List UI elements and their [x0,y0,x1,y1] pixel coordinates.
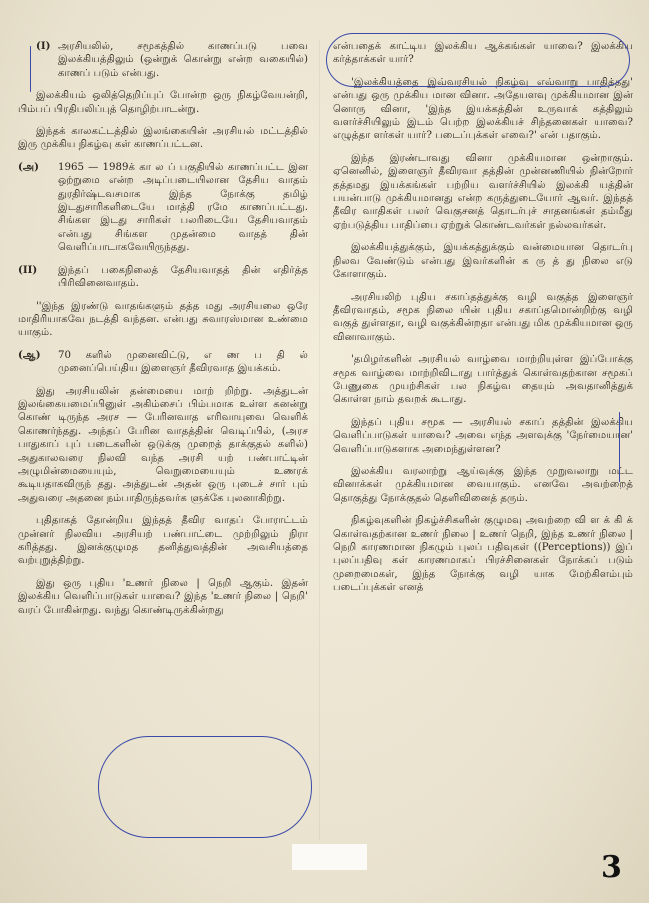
circled-paragraph: இது ஒரு புதிய 'உணர் நிலை | நெறி ஆகும். இதன் இலக்கிய வெளிப்பாடுகள் யாவை? இந்த 'உணர் நிலை | நெறி' வரப் போகின்றது. வந்து கொண்டிருக்கின்றது [18,577,308,616]
paragraph: இந்த இரண்டாவது வினா முக்கியமான ஒன்றாகும். ஏனெனில், இளைஞர் தீவிரவா தத்தின் முன்னணியில் நின்றோர் தத்தமது இயக்கங்கள் பற்றிய வளர்ச்சியில் இலக்கி யத்தின் பயன்பாடு முக்கியமானது என்ற கருத்துடையோர் ஆவர். இந்தத் தீவிர வாதிகள் பலர் வெகுசனத் தொடர்புச் சாதனங்கள் தம்மீது ஏற்படுத்திய பாதிப்பை ஏற்றுக் கொண்டவர்கள் நல்லவர்கள். [333,152,633,231]
point-i-text: அரசியலில், சமூகத்தில் காணப்படு பவை இலக்கியத்திலும் (ஒன்றுக் கொன்று என்ற வகையில்) காணப் படும் என்பது. [58,41,308,79]
point-ii-label: (II) [18,263,38,276]
point-aa-text: 70 களில் முனைவிட்டு, எ ண ப தி ல் முனைப்பெய்திய இளைஞர் தீவிரவாத இயக்கம். [58,349,308,375]
point-i [18,40,308,80]
paragraph: நிகழ்வுகளின் நிகழ்ச்சிகளின் குழுமவு அவற்றை வி ள க் கி க் கொள்வதற்கான உணர் நிலை | உணர் நெறி, இந்த உணர் நிலை | நெறி காரணமான நிகழும் புலப் பதிவுகள் ((Perceptions)) இப் புலப்பதிவு கள் காரணமாகப் பிரச்சினைகள் நோக்கப் படும் முறைமைகள், இந்த நோக்கு வழி யாக மேற்கிளம்பும் படைப்புக்கள் எனத் [333,515,633,594]
paragraph: புதிதாகத் தோன்றிய இந்தத் தீவிர வாதப் போராட்டம் முன்னர் நிலவிய அரசியற் பண்பாட்டை முற்றிலும் நிரா கரித்தது. இனக்குழுமத தனித்துவத்தின் அவசியத்தை வற்புறுத்திற்று. [18,515,308,567]
column-gutter [319,40,320,840]
circled-paragraph: என்பதைக் காட்டிய இலக்கிய ஆக்கங்கள் யாவை? இலக்கிய கர்த்தாக்கள் யார்? [333,41,633,66]
paragraph: இது அரசியலின் தன்மையை மாற் றிற்று. அத்துடன் இலங்கையமைப்பினுள் அகிம்சைப் பிம்பமாக உள்ள கனன்று கொண் டிருந்த அரச — பேரினவாத எரிவாயுவை வெளிக் கொணர்ந்தது. அந்தப் பேரின வாதத்தின் வெடிப்பில், (அரச பாதுகாப் புப் படைகளின் ஒடுக்கு முறைத் தாக்குதல் களில்) அதுகாலவரை நிலவி வந்த அரசி யற் பண்பாட்டின் அழுமின்மையையும், வெறுமையையும் உணரக் கூடியதாகவிருந் தது. அத்துடன் அதன் ஒரு புடைச் சார் பும் அதுவரை அதனை நம்பாதிருந்தவர்க ளுக்கே புலனாகிற்று. [18,385,308,504]
paragraph: 'இலக்கியத்தை இவ்வரசியல் நிகழ்வு எவ்வாறு பாதித்தது' என்பது ஒரு முக்கிய மான வினா. அதேயளவு முக்கியமான இன் னொரு வினா, 'இந்த இயக்கத்தின் உருவாக் கத்திலும் வளர்ச்சியிலும் இடம் பெற்ற இலக்கியச் சிந்தனைகள் யாவை? எழுத்தா ளர்கள் யார்? படைப்புக்கள் எவை?' என் பதாகும். [333,76,633,142]
paragraph: இலக்கியத்துக்கும், இயக்கத்துக்கும் வன்மையான தொடர்பு நிலவ வேண்டும் என்பது இவர்களின் க ரு த் து நிலை எடு கோளாகும். [333,242,633,281]
point-a [18,161,308,255]
blank-patch [292,844,367,870]
point-aa-label: (ஆ) [18,348,41,361]
pen-circle-mark [98,736,312,838]
paragraph: இந்தப் புதிய சமூக — அரசியல் சகாப் தத்தின் இலக்கிய வெளிப்பாடுகள் யாவை? அவை எந்த அளவுக்கு 'நேர்மையான' வெளிப்பாடுகளாக அமைந்துள்ளன? [333,416,633,455]
quote-paragraph: ''இந்த இரண்டு வாதங்களும் தத்த மது அரசியலை ஒரே மாதிரியாகவே நடத்தி வந்தன. என்பது சுவாரஸ்மான உண்மை யாகும். [18,300,308,339]
point-ii [18,264,308,291]
point-aa [18,349,308,376]
paragraph: 'தமிழர்களின் அரசியல் வாழ்வை மாற்றியுள்ள இப்போக்கு சமூக வாழ்வை மாற்றிவிடாது பார்த்துக் கொள்வதற்கான சமூகப் பேணுகை முயற்சிகள் பல நிகழ்வ தையும் அவதானித்துக் கொள்ள நாம் தவறக் கூடாது. [333,354,633,406]
paragraph: இலக்கியம் ஒலித்தெறிப்புப் போன்ற ஒரு நிகழ்வேயன்றி, பிம்பப் பிரதிபலிப்புத் தொழிற்பாடன்று. [18,90,308,115]
left-column [18,40,308,626]
point-a-text: 1965 — 1989க் கா ல ப் பகுதியில் காணப்பட்ட இன ஒற்றுமை என்ற அடிப்படையிலான தேசிய வாதம் துரதிர்ஷ்டவசமாக இந்த நோக்கு தமிழ் இடதுசாரிகளிடையே மாத்தி ரமே காணப்பட்டது. சிங்கள இடது சாரிகள் பலரிடையே தேசியவாதம் என்பது சிங்கள முதன்மை வாதத் தின் வெளிப்பாடாகவேயிருந்தது. [58,161,308,254]
paragraph: இந்தக் காலகட்டத்தில் இலங்கையின் அரசியல் மட்டத்தில் இரு முக்கிய நிகழ்வு கள் காணப்பட்டன. [18,126,308,151]
right-column [333,40,633,604]
point-a-label: (அ) [18,160,39,173]
paragraph: இலக்கிய வரலாற்று ஆய்வுக்கு இந்த முறுவலாறு மட்ட வினாக்கள் முக்கியமான வையாகும். எனவே அவற்றைத் தொகுத்து நோக்குதல் தெளிவினைத் தரும். [333,465,633,504]
page-number: 3 [601,850,622,885]
point-ii-text: இந்தப் பகைநிலைத் தேசியவாதத் தின் எதிர்த்த பிரிவினைவாதம். [58,264,308,290]
point-i-label: (I) [36,40,51,52]
marked-paragraph: அரசியலிற் புதிய சகாப்தத்துக்கு வழி வகுத்த இளைஞர் தீவிரவாதம், சமூக நிலை யின் புதிய சகாப்தமொன்றிற்கு வழி வகுத் துள்ளதா, வழி வகுக்கின்றதா என்பது மிக முக்கியமான ஒரு வினாவாகும். [333,291,633,343]
